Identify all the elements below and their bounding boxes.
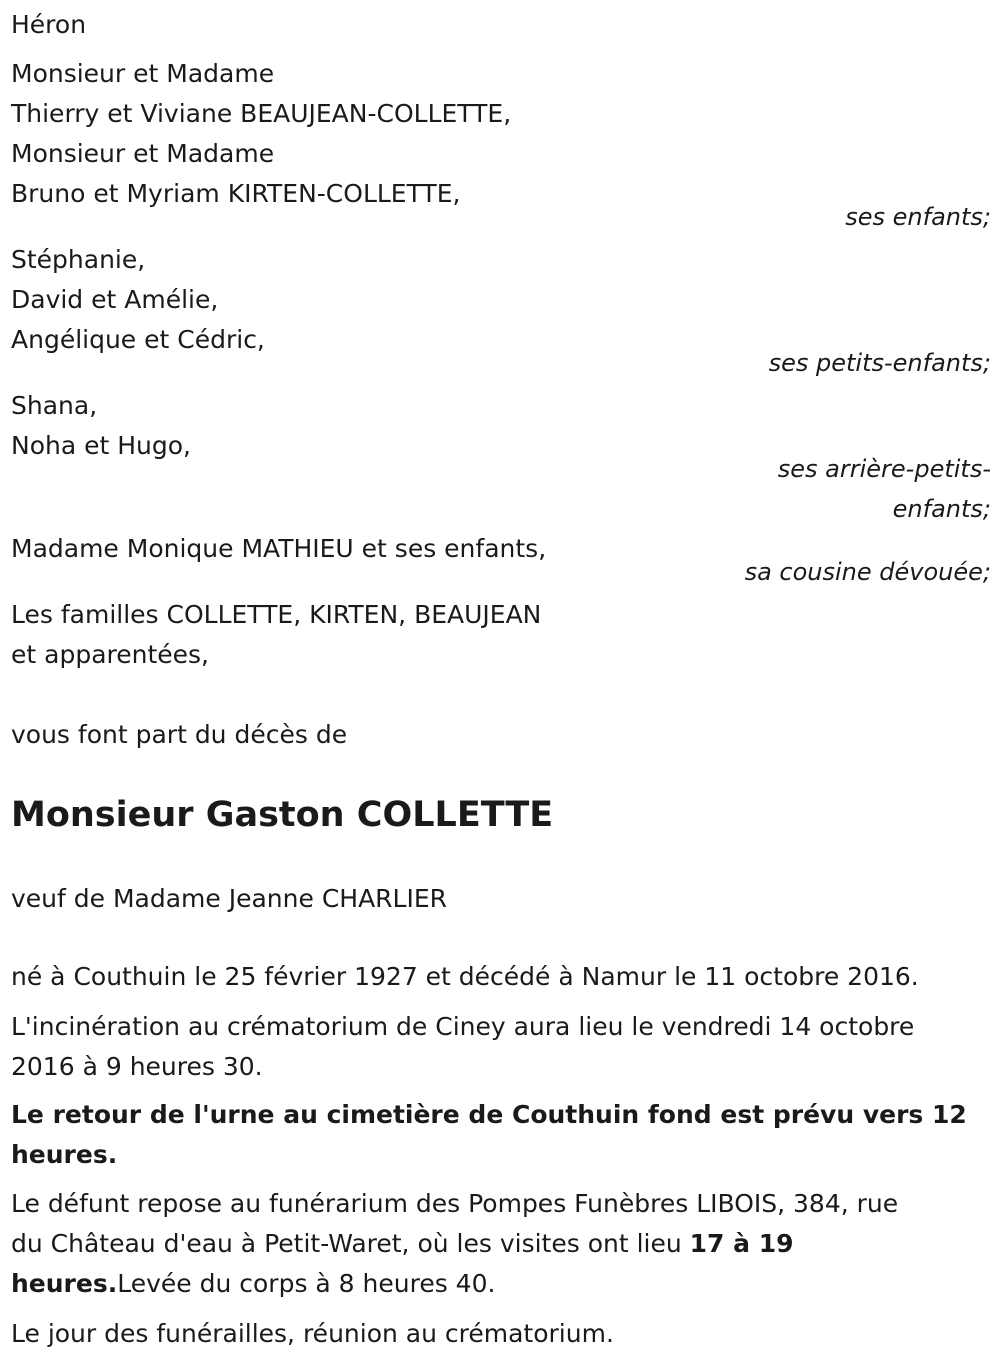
children-line: Thierry et Viviane BEAUJEAN-COLLETTE, (11, 99, 512, 128)
cousin-role: sa cousine dévouée; (744, 558, 991, 586)
cousin-line: Madame Monique MATHIEU et ses enfants, (11, 534, 547, 563)
meeting-text: Le jour des funérailles, réunion au crématorium. (11, 1319, 614, 1348)
levee-text: Levée du corps à 8 heures 40. (117, 1269, 496, 1298)
rest-line (11, 1264, 991, 1304)
grandchildren-block (11, 240, 991, 383)
visit-hours-unit: heures. (11, 1269, 118, 1298)
families-line: Les familles COLLETTE, KIRTEN, BEAUJEAN (11, 600, 542, 629)
visit-hours: 17 à 19 (689, 1229, 794, 1258)
children-line: Bruno et Myriam KIRTEN-COLLETTE, (11, 179, 461, 208)
cremation-line: 2016 à 9 heures 30. (11, 1052, 263, 1081)
great-grandchildren-role: enfants; (892, 495, 991, 523)
grandchildren-line: David et Amélie, (11, 285, 219, 314)
announcement-text: vous font part du décès de (11, 720, 348, 749)
rest-text: du Château d'eau à Petit-Waret, où les visites ont lieu (11, 1229, 690, 1258)
grandchildren-role: ses petits-enfants; (768, 349, 991, 377)
rest-paragraph (11, 1184, 991, 1304)
deceased-name: Monsieur Gaston COLLETTE (11, 795, 554, 835)
urn-paragraph (11, 1095, 991, 1175)
widower-text: veuf de Madame Jeanne CHARLIER (11, 884, 448, 913)
rest-line (11, 1224, 991, 1264)
children-line: Monsieur et Madame (11, 139, 275, 168)
great-grandchildren-role: ses arrière-petits- (777, 455, 991, 483)
families-block (11, 595, 991, 675)
children-line: Monsieur et Madame (11, 59, 275, 88)
place-name: Héron (11, 10, 87, 39)
urn-line: heures. (11, 1140, 118, 1169)
great-grandchildren-line: Noha et Hugo, (11, 431, 191, 460)
children-role: ses enfants; (845, 203, 991, 231)
urn-line: Le retour de l'urne au cimetière de Couthuin fond est prévu vers 12 (11, 1100, 967, 1129)
birth-death-text: né à Couthuin le 25 février 1927 et décédé à Namur le 11 octobre 2016. (11, 962, 919, 991)
rest-line: Le défunt repose au funérarium des Pompes Funèbres LIBOIS, 384, rue (11, 1189, 899, 1218)
children-block (11, 54, 991, 237)
cremation-line: L'incinération au crématorium de Ciney aura lieu le vendredi 14 octobre (11, 1012, 915, 1041)
grandchildren-line: Stéphanie, (11, 245, 146, 274)
families-line: et apparentées, (11, 640, 209, 669)
great-grandchildren-line: Shana, (11, 391, 98, 420)
cousin-block (11, 529, 991, 592)
great-grandchildren-block (11, 386, 991, 529)
grandchildren-line: Angélique et Cédric, (11, 325, 265, 354)
cremation-paragraph (11, 1007, 991, 1087)
obituary-notice (11, 5, 991, 1354)
